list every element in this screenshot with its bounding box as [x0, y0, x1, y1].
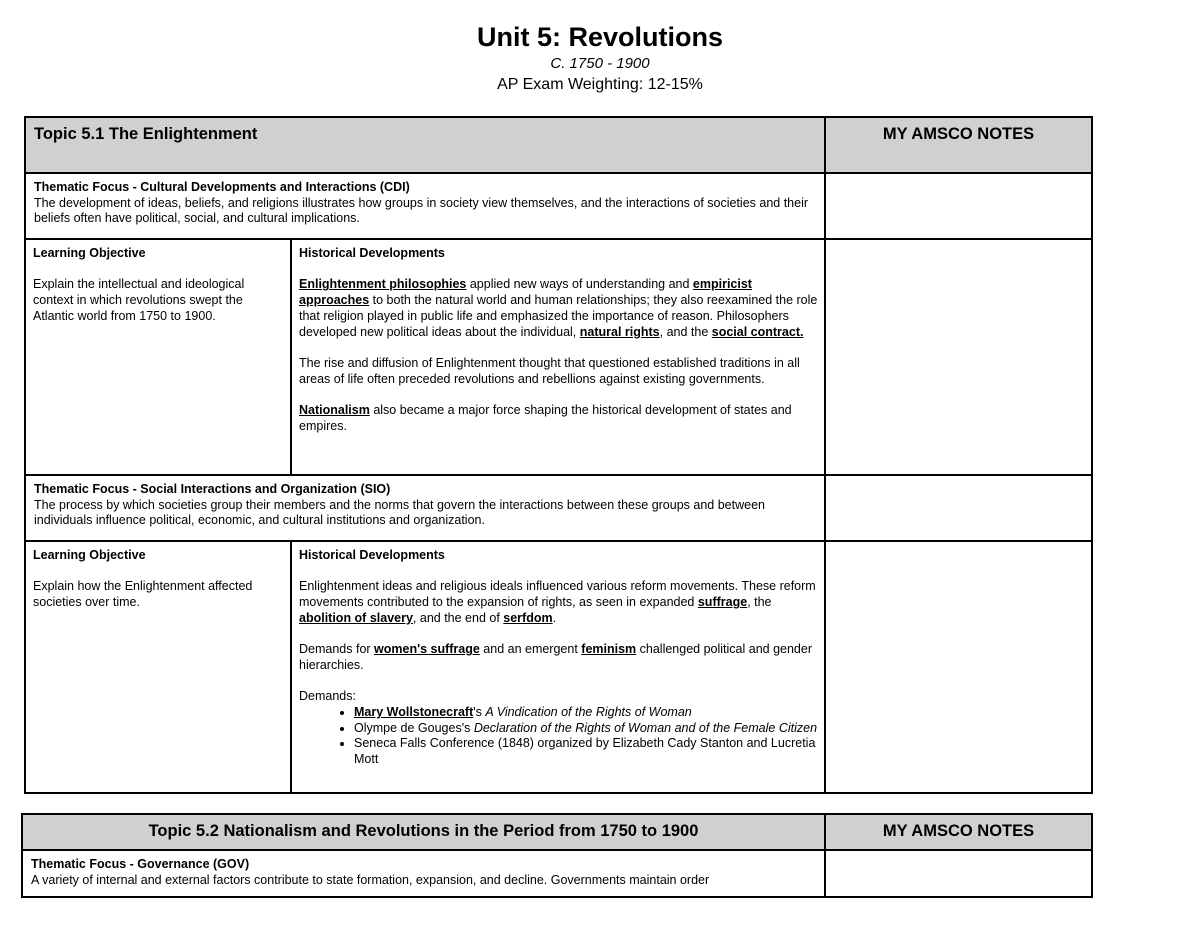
topic-5-2-table — [21, 813, 1093, 898]
topic-title: Topic 5.2 Nationalism and Revolutions in the Period from 1750 to 1900 — [22, 814, 825, 850]
thematic-focus-row — [22, 850, 1092, 897]
notes-column-header: MY AMSCO NOTES — [825, 814, 1092, 850]
page-header — [0, 20, 1200, 96]
notes-column-header: MY AMSCO NOTES — [825, 117, 1092, 173]
key-term: social contract. — [711, 324, 804, 339]
topic-5-1-table — [24, 116, 1093, 794]
topic-title: Topic 5.1 The Enlightenment — [25, 117, 825, 173]
learning-objective-cell — [25, 239, 291, 475]
thematic-focus-gov — [22, 850, 825, 897]
focus-text: The process by which societies group their members and the norms that govern the interactions between these groups and between individuals influence political, economic, and cultural institutions and organization. — [34, 497, 765, 528]
historical-developments-heading: Historical Developments — [299, 548, 445, 562]
focus-heading: Thematic Focus - Cultural Developments and Interactions (CDI) — [34, 180, 410, 194]
learning-objective-cell — [25, 541, 291, 793]
development-paragraph: Demands for women's suffrage and an emergent feminism challenged political and gender hierarchies. — [299, 642, 812, 672]
thematic-focus-row — [25, 475, 1092, 541]
focus-heading: Thematic Focus - Governance (GOV) — [31, 857, 250, 871]
key-term: serfdom — [503, 610, 553, 625]
notes-cell[interactable] — [825, 541, 1092, 793]
key-term: suffrage — [697, 595, 748, 610]
notes-cell[interactable] — [825, 173, 1092, 239]
notes-cell[interactable] — [825, 850, 1092, 897]
development-paragraph: Enlightenment philosophies applied new ways of understanding and empiricist approaches to both the natural world and human relationships; they also reexamined the role that religion played in public life and emphasized the importance of reason. Philosophers developed new political ideas about the individual, natural rights, and the social contract. — [299, 277, 818, 339]
key-term: Mary Wollstonecraft — [354, 704, 474, 719]
focus-text: A variety of internal and external factors contribute to state formation, expansion, and decline. Governments maintain order — [31, 872, 710, 887]
development-paragraph: Enlightenment ideas and religious ideals influenced various reform movements. These reform movements contributed to the expansion of rights, as seen in expanded suffrage, the abolition of slavery, and the end of serfdom. — [299, 579, 816, 625]
demands-list — [299, 705, 818, 768]
focus-heading: Thematic Focus - Social Interactions and Organization (SIO) — [34, 482, 391, 496]
key-term: Nationalism — [299, 402, 370, 417]
list-item: • Seneca Falls Conference (1848) organized by Elizabeth Cady Stanton and Lucretia Mott — [354, 736, 818, 767]
learning-objective-heading: Learning Objective — [33, 246, 146, 260]
key-term: Enlightenment philosophies — [299, 277, 467, 292]
thematic-focus-row — [25, 173, 1092, 239]
key-term: abolition of slavery — [299, 610, 413, 625]
notes-cell[interactable] — [825, 239, 1092, 475]
topic-header-row — [22, 814, 1092, 850]
list-item: • Mary Wollstonecraft's A Vindication of the Rights of Woman — [354, 705, 818, 721]
unit-title: Unit 5: Revolutions — [476, 22, 723, 52]
focus-text: The development of ideas, beliefs, and religions illustrates how groups in society view themselves, and the interactions of societies and their beliefs often have political, social, and cultural implications. — [34, 195, 809, 226]
historical-developments-cell — [291, 239, 825, 475]
unit-dates: C. 1750 - 1900 — [550, 55, 650, 72]
learning-objective-text: Explain how the Enlightenment affected societies over time. — [33, 579, 253, 610]
thematic-focus-cdi — [25, 173, 825, 239]
demands-label: Demands: — [299, 689, 356, 704]
learning-objective-heading: Learning Objective — [33, 548, 146, 562]
key-term: empiricist approaches — [299, 277, 752, 308]
list-item: • Olympe de Gouges's Declaration of the Rights of Woman and of the Female Citizen — [354, 721, 818, 737]
learning-objective-text: Explain the intellectual and ideological context in which revolutions swept the Atlantic world from 1750 to 1900. — [33, 277, 245, 323]
historical-developments-heading: Historical Developments — [299, 246, 445, 260]
key-term: natural rights — [579, 324, 660, 339]
notes-cell[interactable] — [825, 475, 1092, 541]
exam-weighting: AP Exam Weighting: 12-15% — [497, 76, 703, 93]
key-term: women's suffrage — [374, 642, 480, 657]
historical-developments-cell — [291, 541, 825, 793]
key-term: feminism — [581, 642, 637, 657]
learning-row — [25, 239, 1092, 475]
topic-header-row — [25, 117, 1092, 173]
learning-row — [25, 541, 1092, 793]
development-paragraph: The rise and diffusion of Enlightenment thought that questioned established traditions in all areas of life often preceded revolutions and rebellions against existing governments. — [299, 355, 800, 386]
development-paragraph: Nationalism also became a major force shaping the historical development of states and empires. — [299, 402, 792, 433]
thematic-focus-sio — [25, 475, 825, 541]
